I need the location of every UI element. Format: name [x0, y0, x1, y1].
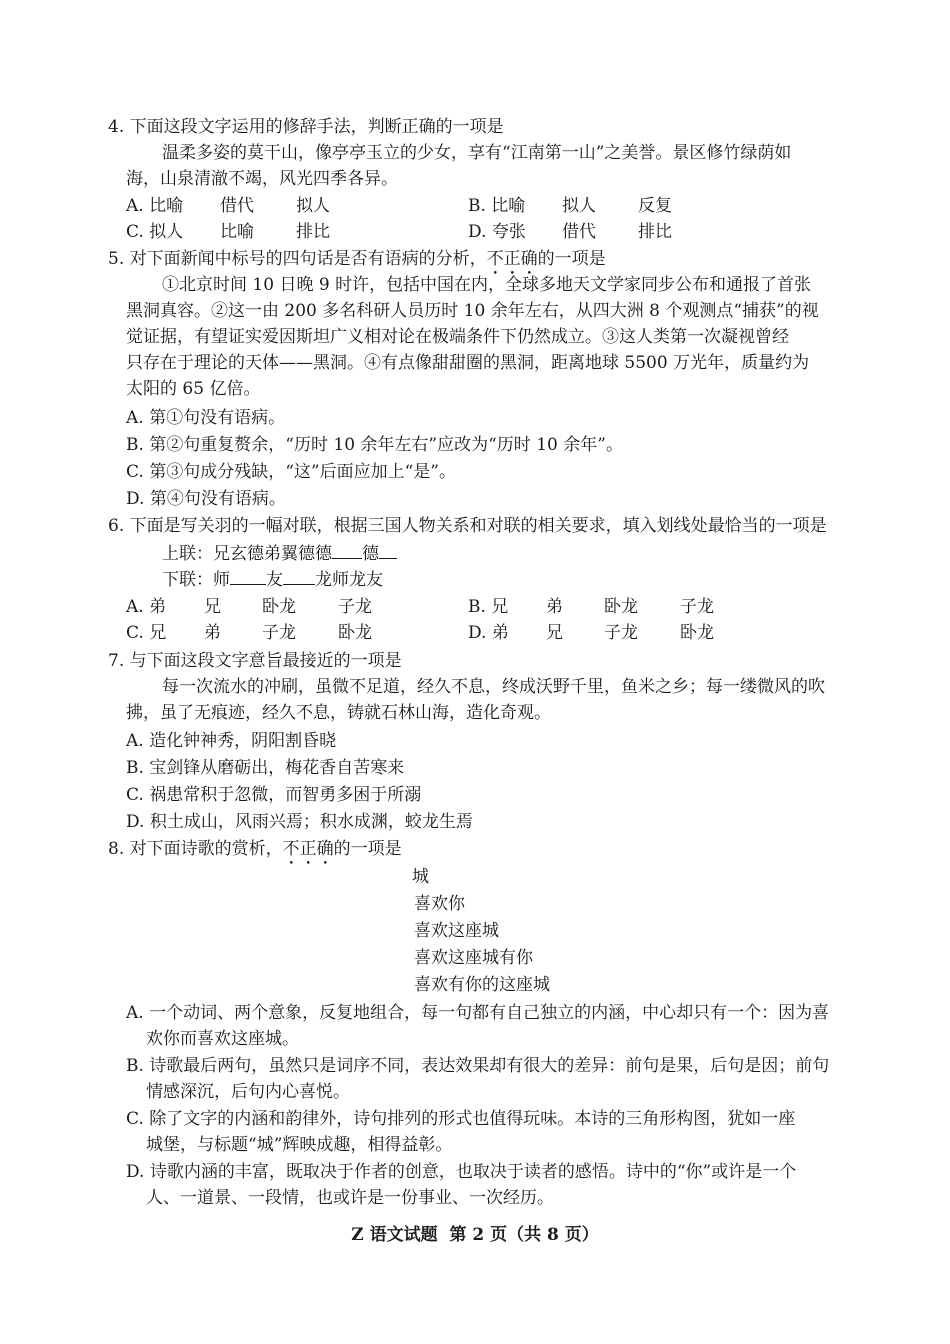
q6-option-b: B. 兄 弟 卧龙 子龙 — [468, 597, 714, 617]
q7-option-c: C. 祸患常积于忽微，而智勇多困于所溺 — [126, 785, 422, 805]
q5-passage-line-2: 黑洞真容。②这一由 200 多名科研人员历时 10 余年左右，从四大洲 8 个观测点“捕获”的视 — [126, 301, 819, 321]
q8-option-d-line-1: D. 诗歌内涵的丰富，既取决于作者的创意，也取决于读者的感悟。诗中的“你”或许是一个 — [126, 1162, 797, 1182]
fill-blank-4 — [283, 566, 315, 585]
q4-option-d: D. 夸张 借代 排比 — [468, 222, 672, 242]
q8-option-c-line-2: 城堡，与标题“城”辉映成趣，相得益彰。 — [146, 1135, 453, 1155]
question-7-stem: 7. 与下面这段文字意旨最接近的一项是 — [108, 651, 402, 671]
q5-option-b: B. 第②句重复赘余，“历时 10 余年左右”应改为“历时 10 余年”。 — [126, 435, 623, 455]
q7-option-d: D. 积土成山，风雨兴焉；积水成渊，蛟龙生焉 — [126, 812, 473, 832]
emphasis-text: 不正确 — [282, 839, 334, 859]
fill-blank-3 — [230, 566, 266, 585]
fill-blank-2 — [379, 540, 397, 559]
q4-option-a: A. 比喻 借代 拟人 — [126, 196, 330, 216]
q6-option-a: A. 弟 兄 卧龙 子龙 — [126, 597, 372, 617]
q8-option-a-line-2: 欢你而喜欢这座城。 — [146, 1029, 299, 1049]
question-5-stem: 5. 对下面新闻中标号的四句话是否有语病的分析，不正确的一项是 — [108, 249, 606, 269]
q7-passage-line-2: 拂，虽了无痕迹，经久不息，铸就石林山海，造化奇观。 — [126, 703, 551, 723]
q6-option-c: C. 兄 弟 子龙 卧龙 — [126, 623, 372, 643]
q4-option-c: C. 拟人 比喻 排比 — [126, 222, 330, 242]
q8-option-b-line-2: 情感深沉，后句内心喜悦。 — [146, 1082, 350, 1102]
q5-option-d: D. 第④句没有语病。 — [126, 489, 286, 509]
q7-option-b: B. 宝剑锋从磨砺出，梅花香自苦寒来 — [126, 758, 405, 778]
poem-title: 城 — [412, 867, 429, 887]
q5-passage-line-5: 太阳的 65 亿倍。 — [126, 379, 261, 399]
q5-option-a: A. 第①句没有语病。 — [126, 408, 286, 428]
poem-line-3: 喜欢这座城有你 — [414, 948, 533, 968]
question-6-stem: 6. 下面是写关羽的一幅对联，根据三国人物关系和对联的相关要求，填入划线处最恰当的一项是 — [108, 516, 827, 536]
q4-option-b: B. 比喻 拟人 反复 — [468, 196, 672, 216]
page-footer: Z 语文试题 第 2 页（共 8 页） — [351, 1225, 599, 1245]
q5-option-c: C. 第③句成分残缺，“这”后面应加上“是”。 — [126, 462, 456, 482]
q8-option-b-line-1: B. 诗歌最后两句，虽然只是词序不同，表达效果却有很大的差异：前句是果，后句是因；前句 — [126, 1056, 830, 1076]
q8-option-a-line-1: A. 一个动词、两个意象，反复地组合，每一句都有自己独立的内涵，中心却只有一个：因为喜 — [126, 1003, 830, 1023]
emphasis-text: 不正确 — [486, 249, 538, 269]
poem-line-1: 喜欢你 — [414, 894, 465, 914]
q5-passage-line-3: 觉证据，有望证实爱因斯坦广义相对论在极端条件下仍然成立。③这人类第一次凝视曾经 — [126, 327, 789, 347]
q5-passage-line-1: ①北京时间 10 日晚 9 时许，包括中国在内，全球多地天文学家同步公布和通报了首张 — [162, 275, 812, 295]
q7-option-a: A. 造化钟神秀，阴阳割昏晓 — [126, 731, 337, 751]
poem-line-4: 喜欢有你的这座城 — [414, 975, 550, 995]
q4-passage-line-1: 温柔多姿的莫干山，像亭亭玉立的少女，享有“江南第一山”之美誉。景区修竹绿荫如 — [162, 143, 792, 163]
q8-option-d-line-2: 人、一道景、一段情，也或许是一份事业、一次经历。 — [146, 1188, 554, 1208]
q7-passage-line-1: 每一次流水的冲刷，虽微不足道，经久不息，终成沃野千里，鱼米之乡；每一缕微风的吹 — [162, 677, 825, 697]
q5-passage-line-4: 只存在于理论的天体——黑洞。④有点像甜甜圈的黑洞，距离地球 5500 万光年，质量约为 — [126, 353, 810, 373]
q8-option-c-line-1: C. 除了文字的内涵和韵律外，诗句排列的形式也值得玩味。本诗的三角形构图，犹如一座 — [126, 1109, 796, 1129]
q6-upper-couplet: 上联：兄玄德弟翼德德 德 — [162, 540, 397, 567]
question-8-stem: 8. 对下面诗歌的赏析，不正确的一项是 — [108, 839, 402, 859]
question-4-stem: 4. 下面这段文字运用的修辞手法，判断正确的一项是 — [108, 117, 504, 137]
q4-passage-line-2: 海，山泉清澈不竭，风光四季各异。 — [126, 169, 398, 189]
q6-lower-couplet: 下联：师 友 龙师龙友 — [162, 566, 383, 593]
fill-blank-1 — [332, 540, 362, 559]
q6-option-d: D. 弟 兄 子龙 卧龙 — [468, 623, 714, 643]
poem-line-2: 喜欢这座城 — [414, 921, 499, 941]
